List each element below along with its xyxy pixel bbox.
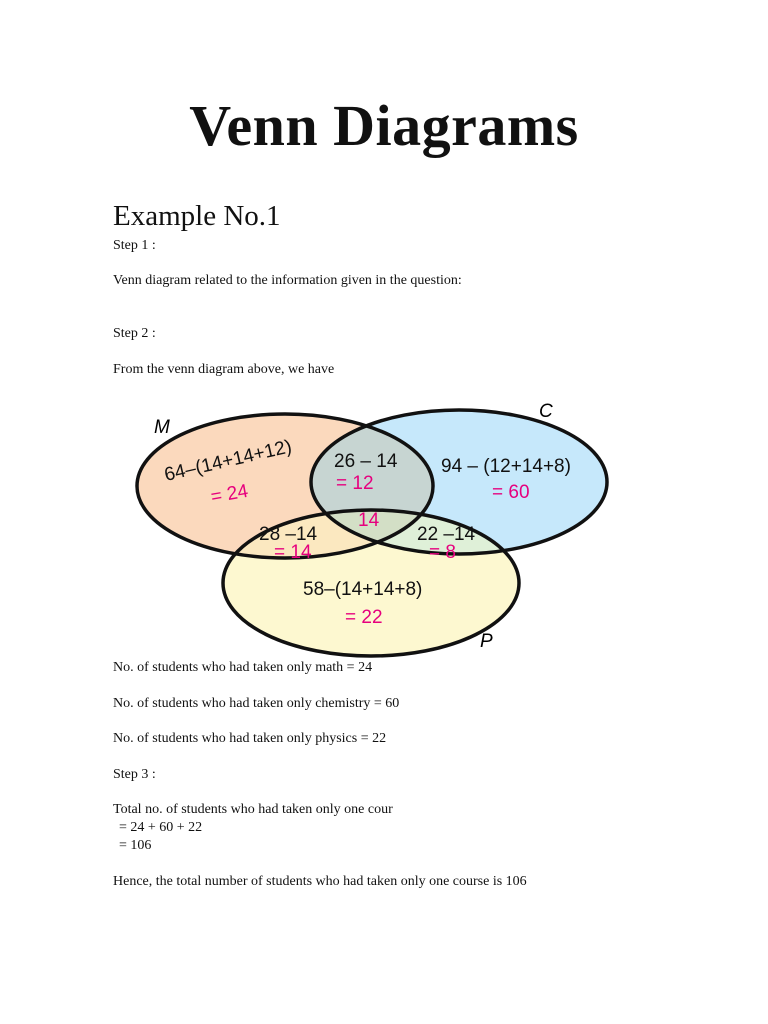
p-only-expression: 58–(14+14+8) [303,579,423,600]
mp-expression: 28 –14 [259,524,318,545]
step2-text: From the venn diagram above, we have [113,362,335,377]
venn-diagram [130,398,630,660]
m-only-expression: 64–(14+14+12) [162,436,294,486]
mc-expression: 26 – 14 [334,451,398,472]
cp-expression: 22 –14 [417,524,476,545]
result-physics: No. of students who had taken only physics = 22 [113,731,387,746]
result-math: No. of students who had taken only math = 24 [113,660,373,675]
conclusion-text: Hence, the total number of students who had taken only one course is 106 [113,874,527,889]
mc-value: = 12 [336,473,374,494]
page-title: Venn Diagrams [189,93,579,158]
mcp-value: 14 [358,510,380,531]
total-line-1: Total no. of students who had taken only one cour [113,802,393,817]
m-only-value: = 24 [209,480,250,508]
c-only-expression: 94 – (12+14+8) [441,456,571,477]
c-only-value: = 60 [492,482,530,503]
total-line-2: = 24 + 60 + 22 [119,820,203,835]
cp-value: = 8 [429,542,456,563]
result-chemistry: No. of students who had taken only chemistry = 60 [113,696,400,711]
total-line-3: = 106 [119,838,152,853]
p-only-value: = 22 [345,607,383,628]
set-m-label: M [154,417,170,438]
set-p-label: P [480,631,493,652]
step1-label: Step 1 : [113,238,156,253]
step1-text: Venn diagram related to the information given in the question: [113,273,462,288]
example-heading: Example No.1 [113,200,281,232]
mp-value: = 14 [274,542,312,563]
step3-label: Step 3 : [113,767,156,782]
set-c-label: C [539,401,553,422]
step2-label: Step 2 : [113,326,156,341]
